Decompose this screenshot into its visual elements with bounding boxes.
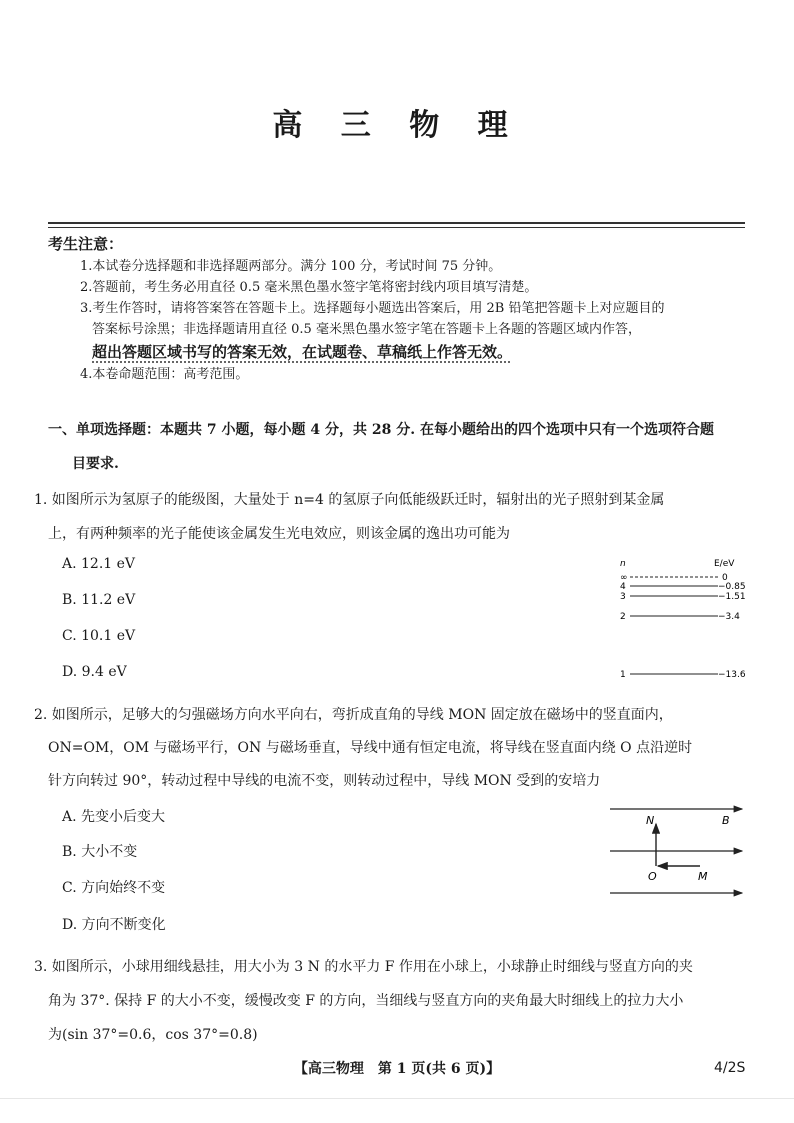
- notice-item: 答案标号涂黑；非选择题请用直径 0.5 毫米黑色墨水签字笔在答题卡上各题的答题区域内作答，: [92, 322, 641, 337]
- question-1-line: 1. 如图所示为氢原子的能级图，大量处于 n=4 的氢原子向低能级跃迁时，辐射出的光子照射到某金属: [34, 492, 665, 508]
- magnetic-field-diagram: [608, 798, 748, 902]
- level-n-label: 2: [620, 612, 626, 622]
- level-n-label: 3: [620, 592, 626, 602]
- notice-item: 1.本试卷分选择题和非选择题两部分。满分 100 分，考试时间 75 分钟。: [80, 259, 502, 274]
- level-e-label: −0.85: [718, 582, 746, 592]
- question-2: [34, 699, 749, 798]
- question-2-line: 针方向转过 90°，转动过程中导线的电流不变，则转动过程中，导线 MON 受到的安培力: [48, 773, 601, 789]
- notice-item: 2.答题前，考生务必用直径 0.5 毫米黑色墨水签字笔将密封线内项目填写清楚。: [80, 280, 538, 295]
- option-1c: C. 10.1 eV: [62, 628, 136, 644]
- header-rule-thin: [48, 227, 745, 228]
- level-e-label: −1.51: [718, 592, 746, 602]
- notice-item: 4.本卷命题范围：高考范围。: [80, 367, 249, 382]
- option-1b: B. 11.2 eV: [62, 592, 136, 608]
- section-heading-line: 一、单项选择题：本题共 7 小题，每小题 4 分，共 28 分. 在每小题给出的四个选项中只有一个选项符合题: [48, 422, 714, 438]
- energy-axis-label: E/eV: [714, 559, 735, 569]
- option-2a: A. 先变小后变大: [62, 809, 166, 825]
- level-n-label: 4: [620, 582, 626, 592]
- energy-level-diagram: [612, 556, 752, 684]
- question-2-line: ON=OM，OM 与磁场平行，ON 与磁场垂直，导线中通有恒定电流，将导线在竖直面内绕 O 点沿逆时: [48, 740, 693, 756]
- option-1a: A. 12.1 eV: [62, 556, 136, 572]
- level-e-label: 0: [722, 573, 728, 583]
- notice-list: [80, 256, 760, 385]
- question-3-line: 为(sin 37°=0.6，cos 37°=0.8): [48, 1027, 258, 1043]
- option-2c: C. 方向始终不变: [62, 880, 166, 896]
- label-m: M: [698, 870, 708, 883]
- question-3: [34, 950, 749, 1052]
- n-axis-label: n: [620, 559, 626, 569]
- page-code: 4/2S: [714, 1060, 746, 1076]
- question-1-line: 上，有两种频率的光子能使该金属发生光电效应，则该金属的逸出功可能为: [48, 526, 510, 542]
- level-e-label: −3.4: [718, 612, 740, 622]
- section-heading: [48, 413, 748, 481]
- notice-heading: 考生注意：: [48, 235, 124, 253]
- option-2d: D. 方向不断变化: [62, 917, 166, 933]
- section-heading-line: 目要求.: [72, 456, 119, 472]
- question-3-line: 角为 37°. 保持 F 的大小不变，缓慢改变 F 的方向，当细线与竖直方向的夹角最大时细线上的拉力大小: [48, 993, 684, 1009]
- notice-warning: 超出答题区域书写的答案无效，在试题卷、草稿纸上作答无效。: [92, 343, 513, 361]
- level-n-label: 1: [620, 670, 626, 680]
- header-rule: [48, 222, 745, 224]
- question-2-line: 2. 如图所示，足够大的匀强磁场方向水平向右，弯折成直角的导线 MON 固定放在磁场中的竖直面内，: [34, 707, 673, 723]
- page-title: 高 三 物 理: [272, 108, 522, 143]
- label-o: O: [648, 870, 657, 883]
- question-1: [34, 483, 749, 551]
- option-1d: D. 9.4 eV: [62, 664, 127, 680]
- question-3-line: 3. 如图所示，小球用细线悬挂，用大小为 3 N 的水平力 F 作用在小球上，小球静止时细线与竖直方向的夹: [34, 959, 693, 975]
- option-2b: B. 大小不变: [62, 844, 138, 860]
- label-n: N: [646, 814, 655, 827]
- bottom-divider: [0, 1098, 794, 1099]
- notice-item: 3.考生作答时，请将答案答在答题卡上。选择题每小题选出答案后，用 2B 铅笔把答题卡上对应题目的: [80, 301, 665, 316]
- level-n-label: ∞: [620, 573, 628, 583]
- page-footer: 【高三物理 第 1 页(共 6 页)】: [293, 1061, 501, 1077]
- level-e-label: −13.6: [718, 670, 746, 680]
- label-b: B: [722, 814, 730, 827]
